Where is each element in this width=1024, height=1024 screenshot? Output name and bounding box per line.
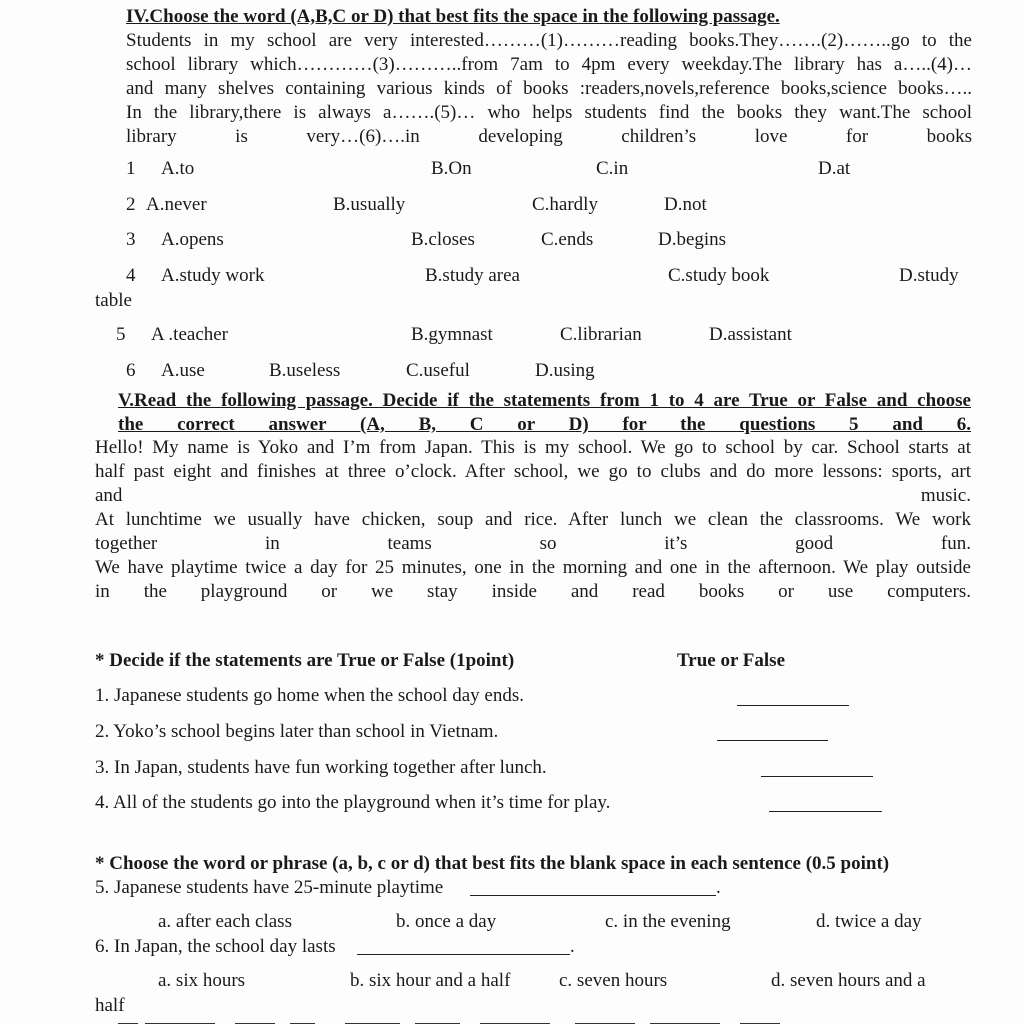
option-b: b. six hour and a half: [350, 970, 511, 991]
option-b: B.usually: [333, 194, 406, 215]
tf-answer-blank[interactable]: [761, 776, 873, 777]
tf-heading: * Decide if the statements are True or False (1point): [95, 650, 515, 671]
option-c: C.study book: [668, 265, 770, 286]
question-5-end: .: [716, 877, 721, 898]
section-5-title: [118, 389, 971, 437]
passage-line: Students in my school are very interested………(1)………reading books.They…….(2)……..go to the: [126, 30, 972, 51]
question-5-stem: 5. Japanese students have 25-minute playtime: [95, 877, 444, 898]
question-number: 4: [126, 265, 136, 286]
tf-answer-blank[interactable]: [717, 740, 828, 741]
option-c: C.useful: [406, 360, 470, 381]
mc-heading: * Choose the word or phrase (a, b, c or d) that best fits the blank space in each sentence (0.5 point): [95, 853, 890, 874]
cropped-next-section: [0, 1010, 1024, 1024]
question-number: 5: [116, 324, 126, 345]
option-d: D.not: [664, 194, 707, 215]
option-a: A .teacher: [151, 324, 229, 345]
option-d: D.assistant: [709, 324, 792, 345]
option-c: C.hardly: [532, 194, 598, 215]
option-d: D.at: [818, 158, 851, 179]
option-a: A.to: [161, 158, 195, 179]
option-b: B.closes: [411, 229, 475, 250]
question-number: 3: [126, 229, 136, 250]
section-5-passage: [95, 436, 971, 604]
option-c: C.in: [596, 158, 629, 179]
passage-line: Hello! My name is Yoko and I’m from Japan. This is my school. We go to school by car. School starts at: [95, 437, 971, 458]
option-c: c. seven hours: [559, 970, 668, 991]
passage-line: and music.: [95, 485, 971, 506]
section-4-passage: [126, 29, 972, 149]
passage-line: half past eight and finishes at three o’clock. After school, we go to clubs and do more lessons: sports, art: [95, 461, 971, 482]
option-b: b. once a day: [396, 911, 497, 932]
option-b: B.On: [431, 158, 472, 179]
passage-line: together in teams so it’s good fun.: [95, 533, 971, 554]
cropped-text-fragment: [0, 1013, 1024, 1024]
option-a: A.opens: [161, 229, 224, 250]
option-d: D.using: [535, 360, 595, 381]
option-a: A.never: [146, 194, 207, 215]
option-a: a. six hours: [158, 970, 246, 991]
option-a: A.study work: [161, 265, 265, 286]
question-6-stem: 6. In Japan, the school day lasts: [95, 936, 336, 957]
question-number: 1: [126, 158, 136, 179]
question-6-blank[interactable]: [357, 954, 570, 955]
passage-line: At lunchtime we usually have chicken, soup and rice. After lunch we clean the classrooms. We work: [95, 509, 971, 530]
option-c: c. in the evening: [605, 911, 731, 932]
option-d: D.study: [899, 265, 959, 286]
question-6-end: .: [570, 936, 575, 957]
option-a: A.use: [161, 360, 205, 381]
option-c: C.librarian: [560, 324, 642, 345]
section-5-title-line: the correct answer (A, B, C or D) for the questions 5 and 6.: [118, 414, 971, 435]
passage-line: library is very…(6)….in developing children’s love for books: [126, 126, 972, 147]
tf-statement: 2. Yoko’s school begins later than school in Vietnam.: [95, 721, 499, 742]
passage-line: in the playground or we stay inside and read books or use computers.: [95, 581, 971, 602]
question-5-blank[interactable]: [470, 895, 716, 896]
tf-answer-blank[interactable]: [737, 705, 849, 706]
tf-statement: 3. In Japan, students have fun working together after lunch.: [95, 757, 547, 778]
option-a: a. after each class: [158, 911, 292, 932]
question-number: 6: [126, 360, 136, 381]
tf-statement: 1. Japanese students go home when the school day ends.: [95, 685, 524, 706]
passage-line: In the library,there is always a…….(5)… who helps students find the books they want.The school: [126, 102, 972, 123]
option-d-wrap: half: [95, 995, 125, 1016]
option-b: B.study area: [425, 265, 520, 286]
option-c: C.ends: [541, 229, 594, 250]
tf-column-heading: True or False: [677, 650, 785, 671]
option-d: D.begins: [658, 229, 727, 250]
tf-statement: 4. All of the students go into the playground when it’s time for play.: [95, 792, 611, 813]
option-b: B.gymnast: [411, 324, 493, 345]
option-b: B.useless: [269, 360, 341, 381]
section-4-title: IV.Choose the word (A,B,C or D) that best fits the space in the following passage.: [126, 6, 780, 27]
option-d: d. twice a day: [816, 911, 922, 932]
tf-answer-blank[interactable]: [769, 811, 882, 812]
passage-line: school library which…………(3)………..from 7am to 4pm every weekday.The library has a…..(4)…: [126, 54, 972, 75]
question-number: 2: [126, 194, 136, 215]
passage-line: and many shelves containing various kinds of books :readers,novels,reference books,science books…..: [126, 78, 972, 99]
option-d-wrap: table: [95, 290, 132, 311]
option-d: d. seven hours and a: [771, 970, 926, 991]
section-5-title-line: V.Read the following passage. Decide if the statements from 1 to 4 are True or False and choose: [118, 390, 971, 411]
passage-line: We have playtime twice a day for 25 minutes, one in the morning and one in the afternoon. We play outside: [95, 557, 971, 578]
